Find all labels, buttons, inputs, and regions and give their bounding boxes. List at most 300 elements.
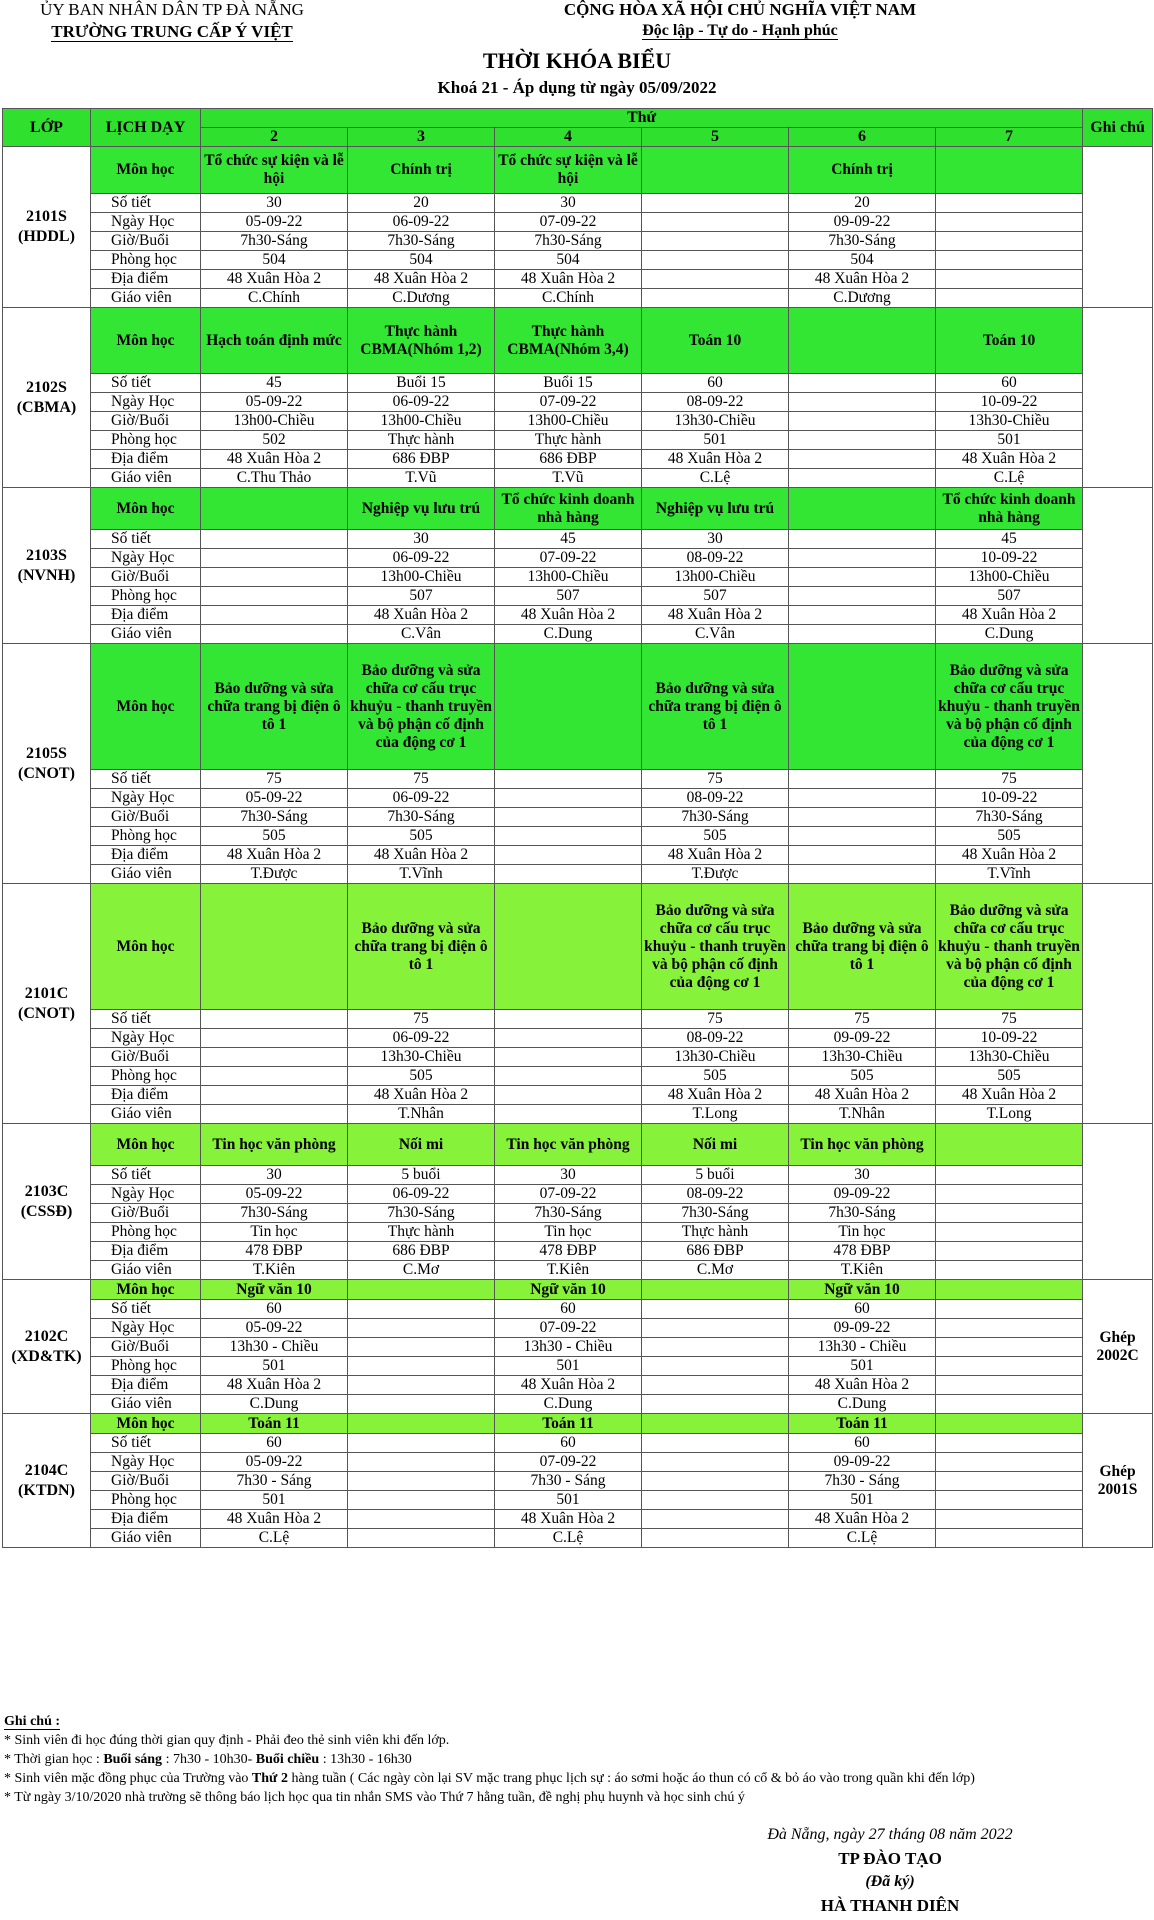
schedule-cell: Thực hành CBMA(Nhóm 1,2) [348, 308, 495, 374]
schedule-cell: T.Vũ [495, 469, 642, 488]
schedule-cell: 13h30-Chiều [642, 412, 789, 431]
row-label: Số tiết [91, 194, 201, 213]
schedule-cell [936, 1395, 1083, 1414]
schedule-cell [936, 1204, 1083, 1223]
schedule-cell [642, 1376, 789, 1395]
schedule-cell: 7h30-Sáng [201, 808, 348, 827]
schedule-cell: T.Long [936, 1105, 1083, 1124]
schedule-cell [642, 1357, 789, 1376]
schedule-cell [348, 1491, 495, 1510]
subject-row [3, 1414, 1153, 1434]
schedule-cell: 30 [201, 1166, 348, 1185]
schedule-cell: 505 [348, 827, 495, 846]
schedule-cell: 13h00-Chiều [201, 412, 348, 431]
schedule-cell: T.Vĩnh [936, 865, 1083, 884]
schedule-cell: 501 [495, 1491, 642, 1510]
schedule-cell [789, 808, 936, 827]
signature-signed: (Đã ký) [865, 1873, 915, 1890]
schedule-cell: 502 [201, 431, 348, 450]
row-label: Địa điểm [91, 1242, 201, 1261]
schedule-cell: 75 [348, 770, 495, 789]
schedule-cell [201, 587, 348, 606]
table-row [3, 530, 1153, 549]
schedule-cell: C.Dương [789, 289, 936, 308]
schedule-cell: 10-09-22 [936, 1029, 1083, 1048]
schedule-cell: 501 [789, 1491, 936, 1510]
schedule-cell: 48 Xuân Hòa 2 [348, 606, 495, 625]
schedule-cell: Bảo dưỡng và sửa chữa cơ cấu trục khuỷu - thanh truyền và bộ phận cố định của động cơ 1 [936, 884, 1083, 1010]
schedule-cell [495, 1048, 642, 1067]
schedule-cell [936, 1338, 1083, 1357]
schedule-cell [789, 606, 936, 625]
schedule-cell [348, 1510, 495, 1529]
table-row [3, 251, 1153, 270]
schedule-cell [936, 1434, 1083, 1453]
schedule-cell: 10-09-22 [936, 789, 1083, 808]
schedule-cell: 7h30-Sáng [348, 1204, 495, 1223]
row-label: Ngày Học [91, 1319, 201, 1338]
schedule-cell: 60 [201, 1434, 348, 1453]
table-row [3, 450, 1153, 469]
table-row [3, 625, 1153, 644]
schedule-cell: Bảo dưỡng và sửa chữa trang bị điện ô tô 1 [348, 884, 495, 1010]
schedule-cell: Bảo dưỡng và sửa chữa trang bị điện ô tô 1 [642, 644, 789, 770]
schedule-cell: 75 [642, 770, 789, 789]
schedule-cell: Tin học [789, 1223, 936, 1242]
table-row [3, 1338, 1153, 1357]
row-label: Địa điểm [91, 1376, 201, 1395]
schedule-cell [201, 606, 348, 625]
schedule-cell: 06-09-22 [348, 1029, 495, 1048]
schedule-cell: C.Lệ [642, 469, 789, 488]
row-label: Phòng học [91, 1357, 201, 1376]
schedule-cell [348, 1319, 495, 1338]
schedule-cell: 48 Xuân Hòa 2 [642, 1086, 789, 1105]
table-row [3, 808, 1153, 827]
schedule-cell: 7h30-Sáng [495, 232, 642, 251]
schedule-cell [936, 1414, 1083, 1434]
schedule-cell [201, 1067, 348, 1086]
schedule-cell [495, 644, 642, 770]
schedule-cell: Nghiệp vụ lưu trú [642, 488, 789, 530]
subject-row [3, 488, 1153, 530]
subject-row [3, 884, 1153, 1010]
schedule-cell: 505 [348, 1067, 495, 1086]
schedule-cell: 478 ĐBP [495, 1242, 642, 1261]
schedule-cell [495, 865, 642, 884]
schedule-cell: 75 [201, 770, 348, 789]
row-label: Số tiết [91, 1300, 201, 1319]
schedule-cell [642, 1395, 789, 1414]
schedule-cell [348, 1472, 495, 1491]
schedule-cell: Tổ chức kinh doanh nhà hàng [936, 488, 1083, 530]
schedule-cell: 7h30-Sáng [201, 1204, 348, 1223]
class-name: 2102C (XD&TK) [3, 1280, 91, 1414]
schedule-cell: Tổ chức sự kiện và lễ hội [495, 147, 642, 194]
table-row [3, 1491, 1153, 1510]
schedule-cell: 13h00-Chiều [348, 568, 495, 587]
schedule-cell: Tổ chức sự kiện và lễ hội [201, 147, 348, 194]
note-line: * Sinh viên mặc đồng phục của Trường vào Thứ 2 hàng tuần ( Các ngày còn lại SV mặc trang phục lịch sự : áo sơmi hoặc áo thun có cổ & bỏ áo vào trong quần khi đến lớp) [4, 1771, 975, 1786]
row-label: Môn học [91, 1280, 201, 1300]
table-row [3, 270, 1153, 289]
schedule-cell: 75 [789, 1010, 936, 1029]
schedule-cell [642, 270, 789, 289]
schedule-cell [789, 431, 936, 450]
schedule-cell: 48 Xuân Hòa 2 [789, 1086, 936, 1105]
table-row [3, 1510, 1153, 1529]
schedule-cell: 07-09-22 [495, 213, 642, 232]
schedule-cell: 48 Xuân Hòa 2 [201, 450, 348, 469]
schedule-cell: T.Được [642, 865, 789, 884]
table-row [3, 865, 1153, 884]
schedule-cell: Bảo dưỡng và sửa chữa trang bị điện ô tô 1 [201, 644, 348, 770]
schedule-cell [348, 1280, 495, 1300]
schedule-cell: 05-09-22 [201, 1185, 348, 1204]
row-label: Phòng học [91, 827, 201, 846]
schedule-cell: 48 Xuân Hòa 2 [642, 846, 789, 865]
schedule-cell [642, 147, 789, 194]
row-label: Giờ/Buổi [91, 1204, 201, 1223]
schedule-cell: 48 Xuân Hòa 2 [201, 1376, 348, 1395]
header-lich-day: LỊCH DẠY [91, 109, 201, 147]
national-motto: Độc lập - Tự do - Hạnh phúc [642, 22, 838, 39]
schedule-cell: 48 Xuân Hòa 2 [348, 270, 495, 289]
schedule-cell [642, 1414, 789, 1434]
schedule-cell: 07-09-22 [495, 1319, 642, 1338]
schedule-cell: Tin học văn phòng [789, 1124, 936, 1166]
schedule-cell [495, 1010, 642, 1029]
schedule-cell [789, 568, 936, 587]
table-row [3, 194, 1153, 213]
schedule-cell: Toán 10 [936, 308, 1083, 374]
row-label: Ngày Học [91, 393, 201, 412]
subject-row [3, 308, 1153, 374]
note-line: * Từ ngày 3/10/2020 nhà trường sẽ thông báo lịch học qua tin nhắn SMS vào Thứ 7 hằng tuần, đề nghị phụ huynh và học sinh chú ý [4, 1790, 745, 1805]
class-note: Ghép 2002C [1083, 1280, 1153, 1414]
schedule-cell: 7h30-Sáng [936, 808, 1083, 827]
schedule-cell: 501 [495, 1357, 642, 1376]
schedule-cell: 30 [348, 530, 495, 549]
row-label: Phòng học [91, 1223, 201, 1242]
table-row [3, 412, 1153, 431]
schedule-cell [495, 1086, 642, 1105]
header-lop: LỚP [3, 109, 91, 147]
schedule-cell: C.Dung [495, 625, 642, 644]
schedule-cell: C.Lệ [936, 469, 1083, 488]
row-label: Phòng học [91, 251, 201, 270]
subject-row [3, 1280, 1153, 1300]
schedule-cell: C.Chính [495, 289, 642, 308]
schedule-cell [936, 1185, 1083, 1204]
row-label: Giờ/Buổi [91, 232, 201, 251]
schedule-cell: 48 Xuân Hòa 2 [201, 846, 348, 865]
schedule-cell [348, 1453, 495, 1472]
schedule-cell: Chính trị [789, 147, 936, 194]
header-day: 4 [495, 128, 642, 147]
schedule-cell: 7h30 - Sáng [201, 1472, 348, 1491]
table-row [3, 846, 1153, 865]
row-label: Môn học [91, 488, 201, 530]
schedule-cell: 507 [936, 587, 1083, 606]
row-label: Giáo viên [91, 1261, 201, 1280]
schedule-cell: 13h30-Chiều [348, 1048, 495, 1067]
schedule-cell: 60 [789, 1434, 936, 1453]
schedule-cell: 7h30-Sáng [789, 232, 936, 251]
schedule-cell: T.Vĩnh [348, 865, 495, 884]
schedule-cell: Thực hành [495, 431, 642, 450]
schedule-cell: 05-09-22 [201, 393, 348, 412]
schedule-cell: Bảo dưỡng và sửa chữa cơ cấu trục khuỷu - thanh truyền và bộ phận cố định của động cơ 1 [936, 644, 1083, 770]
schedule-cell: 504 [348, 251, 495, 270]
schedule-cell: 507 [642, 587, 789, 606]
table-row [3, 213, 1153, 232]
schedule-cell: 60 [642, 374, 789, 393]
row-label: Địa điểm [91, 1510, 201, 1529]
schedule-cell [348, 1395, 495, 1414]
row-label: Môn học [91, 147, 201, 194]
school-name: TRƯỜNG TRUNG CẤP Ý VIỆT [51, 22, 293, 41]
schedule-cell: Tin học văn phòng [495, 1124, 642, 1166]
schedule-cell: T.Vũ [348, 469, 495, 488]
header-day: 3 [348, 128, 495, 147]
schedule-cell [936, 1280, 1083, 1300]
table-row [3, 1453, 1153, 1472]
row-label: Phòng học [91, 431, 201, 450]
schedule-cell: 13h30 - Chiều [789, 1338, 936, 1357]
schedule-cell [642, 1510, 789, 1529]
schedule-cell [936, 147, 1083, 194]
schedule-cell: 7h30 - Sáng [495, 1472, 642, 1491]
schedule-cell: 30 [495, 194, 642, 213]
schedule-cell [348, 1376, 495, 1395]
schedule-cell [789, 488, 936, 530]
schedule-cell [495, 1105, 642, 1124]
schedule-cell: 30 [201, 194, 348, 213]
schedule-cell: 7h30-Sáng [201, 232, 348, 251]
schedule-cell [642, 1280, 789, 1300]
schedule-cell [936, 1242, 1083, 1261]
table-row [3, 1357, 1153, 1376]
table-row [3, 1242, 1153, 1261]
schedule-cell: 48 Xuân Hòa 2 [789, 270, 936, 289]
schedule-cell: 505 [642, 827, 789, 846]
schedule-cell: 48 Xuân Hòa 2 [495, 1510, 642, 1529]
row-label: Ngày Học [91, 213, 201, 232]
schedule-cell: 13h30-Chiều [789, 1048, 936, 1067]
schedule-cell [642, 1338, 789, 1357]
table-row [3, 1529, 1153, 1548]
national-title: CỘNG HÒA XÃ HỘI CHỦ NGHĨA VIỆT NAM [563, 0, 917, 19]
notes [4, 1712, 1152, 1807]
schedule-cell [936, 1472, 1083, 1491]
schedule-cell: 60 [495, 1300, 642, 1319]
schedule-cell [348, 1434, 495, 1453]
schedule-cell [789, 770, 936, 789]
schedule-cell [642, 1434, 789, 1453]
table-header-row [3, 109, 1153, 128]
schedule-cell: 48 Xuân Hòa 2 [348, 1086, 495, 1105]
schedule-cell: 5 buổi [642, 1166, 789, 1185]
schedule-cell: Tin học văn phòng [201, 1124, 348, 1166]
row-label: Ngày Học [91, 1029, 201, 1048]
row-label: Số tiết [91, 770, 201, 789]
row-label: Số tiết [91, 374, 201, 393]
schedule-cell [936, 1319, 1083, 1338]
table-row [3, 1010, 1153, 1029]
class-name: 2101C (CNOT) [3, 884, 91, 1124]
schedule-cell: 7h30-Sáng [642, 1204, 789, 1223]
schedule-cell: 60 [936, 374, 1083, 393]
schedule-cell: 06-09-22 [348, 213, 495, 232]
schedule-cell [201, 625, 348, 644]
schedule-cell: Toán 10 [642, 308, 789, 374]
schedule-cell: C.Dung [936, 625, 1083, 644]
schedule-cell: Nối mi [642, 1124, 789, 1166]
schedule-cell: C.Mơ [642, 1261, 789, 1280]
schedule-cell [348, 1300, 495, 1319]
note-line: * Thời gian học : Buổi sáng : 7h30 - 10h30- Buổi chiều : 13h30 - 16h30 [4, 1752, 412, 1767]
schedule-cell: Chính trị [348, 147, 495, 194]
schedule-cell: 06-09-22 [348, 1185, 495, 1204]
table-row [3, 1086, 1153, 1105]
schedule-cell: 05-09-22 [201, 1453, 348, 1472]
signature-name: HÀ THANH DIÊN [820, 1896, 960, 1915]
row-label: Ngày Học [91, 789, 201, 808]
schedule-cell: Bảo dưỡng và sửa chữa cơ cấu trục khuỷu - thanh truyền và bộ phận cố định của động cơ 1 [348, 644, 495, 770]
schedule-cell: 07-09-22 [495, 393, 642, 412]
schedule-cell: Toán 11 [789, 1414, 936, 1434]
row-label: Môn học [91, 308, 201, 374]
schedule-cell: 13h30-Chiều [936, 412, 1083, 431]
table-row [3, 289, 1153, 308]
schedule-cell [642, 1319, 789, 1338]
schedule-cell: 05-09-22 [201, 1319, 348, 1338]
schedule-cell [642, 194, 789, 213]
row-label: Giáo viên [91, 625, 201, 644]
row-label: Giờ/Buổi [91, 568, 201, 587]
table-row [3, 1223, 1153, 1242]
schedule-cell [201, 1029, 348, 1048]
schedule-cell: 05-09-22 [201, 213, 348, 232]
table-row [3, 1029, 1153, 1048]
schedule-cell [789, 412, 936, 431]
page-subtitle: Khoá 21 - Áp dụng từ ngày 05/09/2022 [437, 78, 717, 97]
schedule-cell: 09-09-22 [789, 1185, 936, 1204]
schedule-cell: 75 [936, 770, 1083, 789]
class-note [1083, 147, 1153, 308]
table-row [3, 549, 1153, 568]
schedule-cell: C.Lệ [789, 1529, 936, 1548]
schedule-cell [789, 789, 936, 808]
table-row [3, 1319, 1153, 1338]
header-day: 5 [642, 128, 789, 147]
document-header [0, 0, 1154, 48]
table-row [3, 770, 1153, 789]
schedule-cell [789, 450, 936, 469]
schedule-cell: 7h30-Sáng [642, 808, 789, 827]
schedule-cell: 08-09-22 [642, 1029, 789, 1048]
table-row [3, 1395, 1153, 1414]
schedule-cell [642, 1453, 789, 1472]
schedule-cell [642, 251, 789, 270]
row-label: Ngày Học [91, 549, 201, 568]
row-label: Địa điểm [91, 450, 201, 469]
schedule-cell: 686 ĐBP [348, 1242, 495, 1261]
row-label: Địa điểm [91, 846, 201, 865]
schedule-cell: 13h00-Chiều [495, 412, 642, 431]
row-label: Giờ/Buổi [91, 808, 201, 827]
schedule-cell [789, 644, 936, 770]
schedule-cell: C.Dung [495, 1395, 642, 1414]
schedule-cell: Buổi 15 [348, 374, 495, 393]
schedule-cell: Bảo dưỡng và sửa chữa cơ cấu trục khuỷu - thanh truyền và bộ phận cố định của động cơ 1 [642, 884, 789, 1010]
class-name: 2105S (CNOT) [3, 644, 91, 884]
schedule-cell [936, 289, 1083, 308]
schedule-cell [936, 1510, 1083, 1529]
schedule-cell: Ngữ văn 10 [495, 1280, 642, 1300]
schedule-cell: 501 [936, 431, 1083, 450]
schedule-cell [936, 1300, 1083, 1319]
schedule-cell: T.Kiên [201, 1261, 348, 1280]
schedule-cell [936, 270, 1083, 289]
schedule-cell: 20 [789, 194, 936, 213]
schedule-cell: Buổi 15 [495, 374, 642, 393]
schedule-cell [936, 1357, 1083, 1376]
table-row [3, 1434, 1153, 1453]
header-day: 7 [936, 128, 1083, 147]
row-label: Giáo viên [91, 865, 201, 884]
schedule-cell: 7h30-Sáng [789, 1204, 936, 1223]
schedule-cell [348, 1529, 495, 1548]
schedule-cell: Thực hành [348, 1223, 495, 1242]
schedule-cell: 09-09-22 [789, 1453, 936, 1472]
schedule-cell: Thực hành CBMA(Nhóm 3,4) [495, 308, 642, 374]
schedule-cell [936, 1124, 1083, 1166]
schedule-cell: 45 [936, 530, 1083, 549]
schedule-cell: 10-09-22 [936, 549, 1083, 568]
row-label: Giáo viên [91, 289, 201, 308]
schedule-cell: 13h30-Chiều [936, 1048, 1083, 1067]
schedule-cell: 07-09-22 [495, 549, 642, 568]
class-name: 2102S (CBMA) [3, 308, 91, 488]
schedule-cell: Thực hành [348, 431, 495, 450]
schedule-cell: 504 [789, 251, 936, 270]
schedule-cell: 13h00-Chiều [495, 568, 642, 587]
schedule-cell [642, 1491, 789, 1510]
schedule-cell: 48 Xuân Hòa 2 [642, 606, 789, 625]
row-label: Số tiết [91, 1434, 201, 1453]
class-name: 2103S (NVNH) [3, 488, 91, 644]
row-label: Số tiết [91, 530, 201, 549]
class-note [1083, 884, 1153, 1124]
schedule-cell: 501 [642, 431, 789, 450]
schedule-cell [789, 530, 936, 549]
row-label: Ngày Học [91, 1185, 201, 1204]
header-thu: Thứ [201, 109, 1083, 128]
schedule-cell [789, 846, 936, 865]
class-name: 2103C (CSSĐ) [3, 1124, 91, 1280]
schedule-cell [642, 232, 789, 251]
class-note [1083, 308, 1153, 488]
schedule-cell: C.Dung [789, 1395, 936, 1414]
schedule-cell: 7h30 - Sáng [789, 1472, 936, 1491]
schedule-cell [201, 530, 348, 549]
schedule-cell [936, 1166, 1083, 1185]
schedule-cell [936, 1491, 1083, 1510]
schedule-cell: 504 [495, 251, 642, 270]
schedule-cell: 60 [789, 1300, 936, 1319]
